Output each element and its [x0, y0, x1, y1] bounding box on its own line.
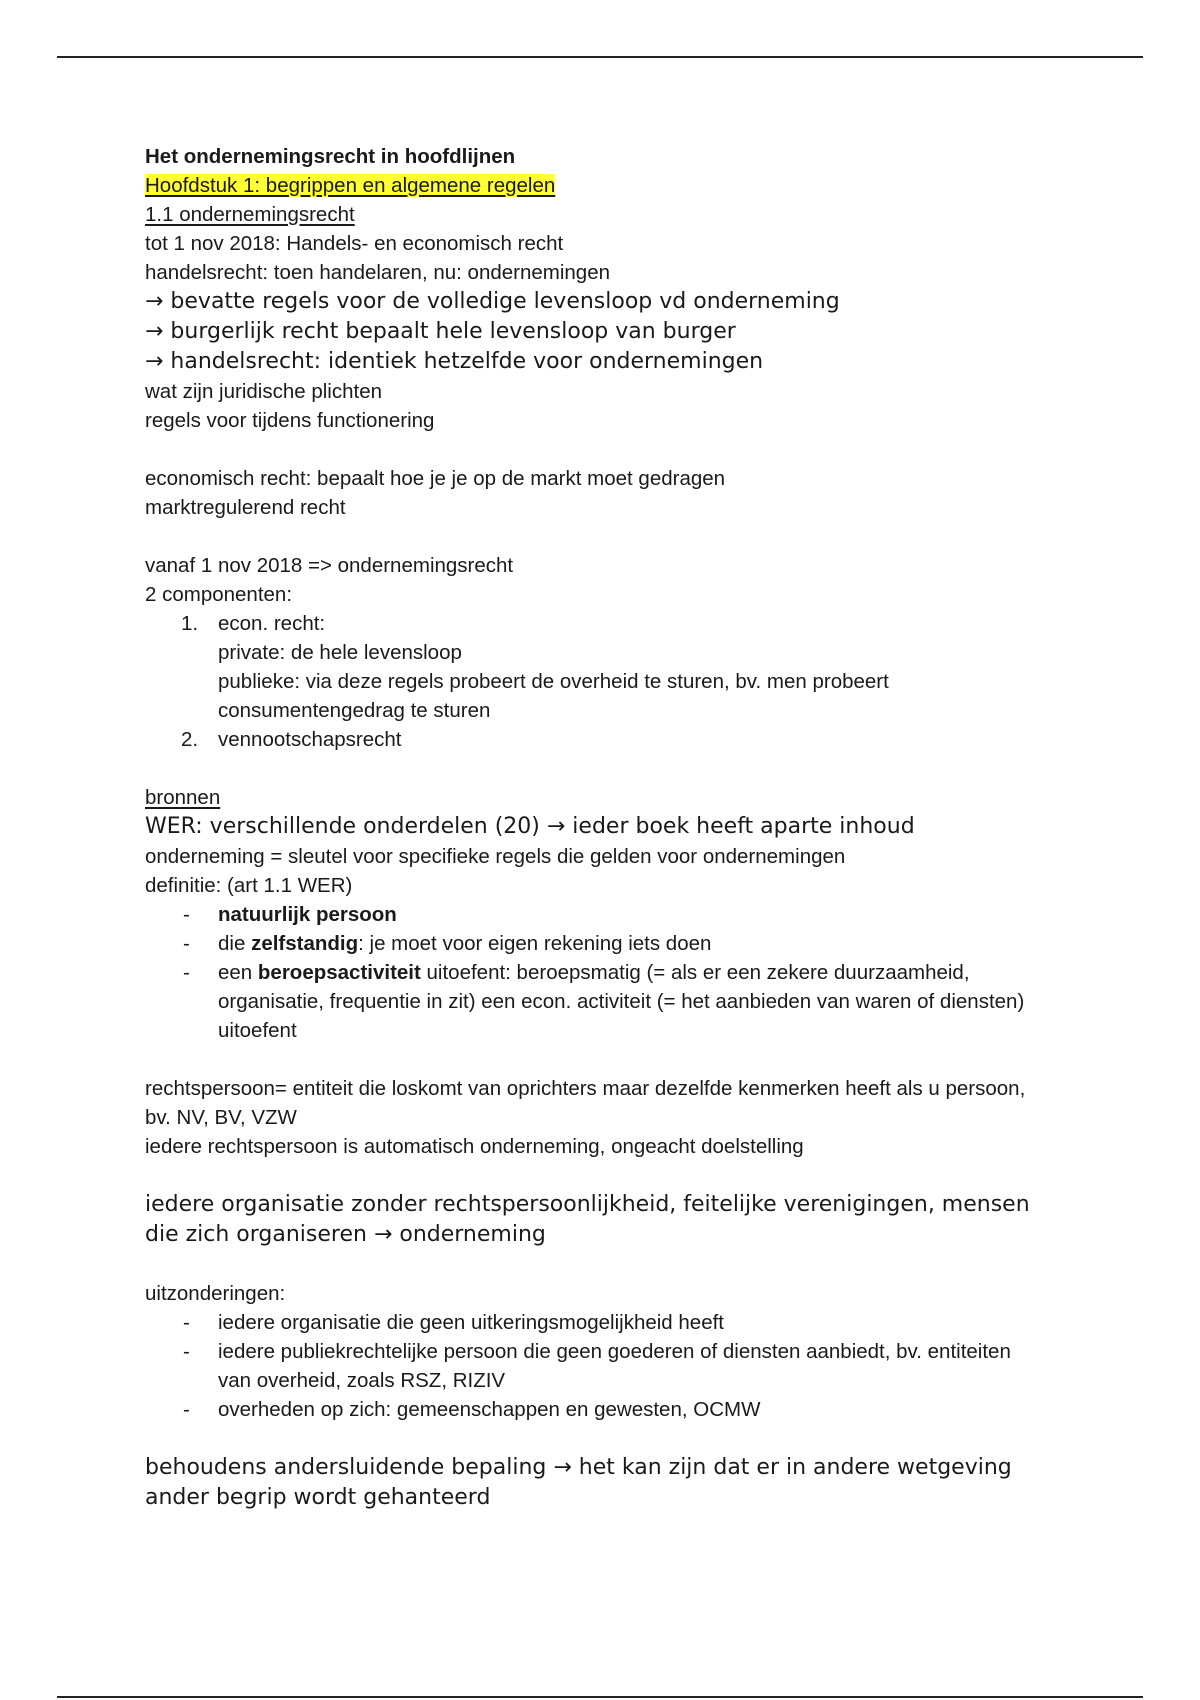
definition-text: : je moet voor eigen rekening iets doen [358, 932, 712, 955]
text-line: onderneming = sleutel voor specifieke regels die gelden voor ondernemingen [145, 845, 846, 868]
components-list [145, 609, 1045, 754]
wer-line: WER: verschillende onderdelen (20) → ieder boek heeft aparte inhoud [145, 814, 915, 839]
definition-term: zelfstandig [251, 932, 359, 955]
dash-bullet: - [183, 1340, 190, 1363]
text-line: economisch recht: bepaalt hoe je je op de markt moet gedragen [145, 467, 726, 490]
list-item [145, 1337, 1045, 1395]
exception-text: iedere publiekrechtelijke persoon die geen goederen of diensten aanbiedt, bv. entiteiten van overheid, zoals RSZ, RIZIV [218, 1340, 1011, 1392]
list-item [145, 1308, 1045, 1337]
arrow-line: → burgerlijk recht bepaalt hele levensloop van burger [145, 319, 736, 344]
list-number: 2. [181, 728, 199, 751]
list-item [145, 900, 1045, 929]
document-body [145, 142, 1045, 1513]
dash-bullet: - [183, 961, 190, 984]
list-item-subline: private: de hele levensloop [218, 641, 462, 664]
top-rule [57, 56, 1143, 58]
arrow-line: → bevatte regels voor de volledige levensloop vd onderneming [145, 289, 840, 314]
arrow-line: → handelsrecht: identiek hetzelfde voor ondernemingen [145, 349, 764, 374]
exception-text: overheden op zich: gemeenschappen en gewesten, OCMW [218, 1398, 761, 1421]
dash-bullet: - [183, 1398, 190, 1421]
text-line: marktregulerend recht [145, 496, 346, 519]
section-heading: 1.1 ondernemingsrecht [145, 203, 355, 226]
legal-person-paragraph: rechtspersoon= entiteit die loskomt van oprichters maar dezelfde kenmerken heeft als u persoon, bv. NV, BV, VZW [145, 1077, 1026, 1129]
text-line: iedere rechtspersoon is automatisch onderneming, ongeacht doelstelling [145, 1135, 804, 1158]
list-item-label: econ. recht: [218, 612, 326, 635]
dash-bullet: - [183, 903, 190, 926]
chapter-heading: Hoofdstuk 1: begrippen en algemene regelen [145, 174, 556, 197]
definition-list [145, 900, 1045, 1045]
list-item [145, 929, 1045, 958]
definition-term: natuurlijk persoon [218, 903, 397, 926]
text-line: tot 1 nov 2018: Handels- en economisch recht [145, 232, 564, 255]
document-title: Het ondernemingsrecht in hoofdlijnen [145, 145, 516, 168]
list-item-subline: publieke: via deze regels probeert de overheid te sturen, bv. men probeert consumentengedrag te sturen [218, 670, 889, 722]
definition-term: beroepsactiviteit [257, 961, 421, 984]
text-line: 2 componenten: [145, 583, 293, 606]
definition-text: die [218, 932, 252, 955]
list-item [145, 1395, 1045, 1424]
list-item [145, 958, 1045, 1045]
dash-bullet: - [183, 1311, 190, 1334]
text-line: definitie: (art 1.1 WER) [145, 874, 353, 897]
final-note-paragraph: behoudens andersluidende bepaling → het kan zijn dat er in andere wetgeving ander begrip wordt gehanteerd [145, 1455, 1012, 1510]
definition-text: een [218, 961, 258, 984]
text-line: handelsrecht: toen handelaren, nu: ondernemingen [145, 261, 611, 284]
list-item-label: vennootschapsrecht [218, 728, 402, 751]
exceptions-list [145, 1308, 1045, 1424]
text-line: regels voor tijdens functionering [145, 409, 435, 432]
text-line: wat zijn juridische plichten [145, 380, 383, 403]
bottom-rule [57, 1696, 1143, 1698]
exceptions-label: uitzonderingen: [145, 1282, 286, 1305]
exception-text: iedere organisatie die geen uitkeringsmogelijkheid heeft [218, 1311, 724, 1334]
organisation-paragraph: iedere organisatie zonder rechtspersoonlijkheid, feitelijke verenigingen, mensen die zich organiseren → onderneming [145, 1192, 1030, 1247]
text-line: vanaf 1 nov 2018 => ondernemingsrecht [145, 554, 514, 577]
list-item [145, 609, 1045, 725]
sources-heading: bronnen [145, 786, 221, 809]
dash-bullet: - [183, 932, 190, 955]
definition-text: uitoefent: beroepsmatig (= als er een zekere duurzaamheid, organisatie, frequentie in zit) een econ. activiteit (= het aanbieden van waren of diensten) uitoefent [218, 961, 1025, 1042]
list-number: 1. [181, 612, 199, 635]
list-item [145, 725, 1045, 754]
